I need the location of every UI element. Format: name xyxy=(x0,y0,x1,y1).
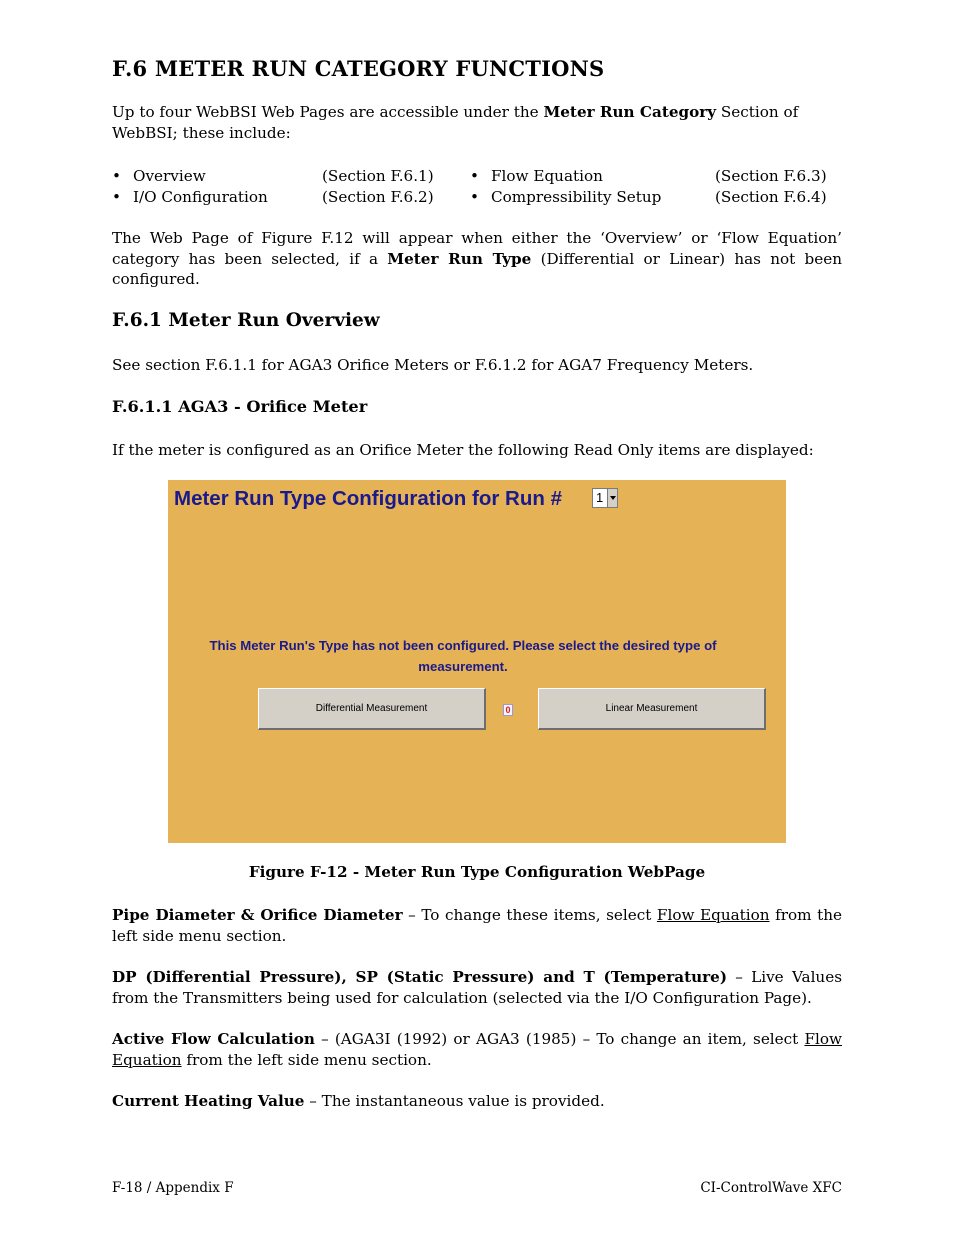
subsection-text: See section F.6.1.1 for AGA3 Orifice Meters or F.6.1.2 for AGA7 Frequency Meters. xyxy=(112,356,754,374)
item-text: – Live Values from the Transmitters being used for calculation (selected via the I/O Configuration Page). xyxy=(112,968,842,1007)
flow-equation-link[interactable]: Flow Equation xyxy=(656,906,770,924)
item-text: – To change these items, select xyxy=(402,906,657,924)
chevron-down-icon[interactable] xyxy=(607,489,617,507)
status-indicator: 0 xyxy=(503,704,513,716)
differential-measurement-button[interactable]: Differential Measurement xyxy=(258,688,486,730)
webpage-text: The Web Page of Figure F.12 will appear when either the ‘Overview’ or ‘Flow Equation’ category has been selected, if a xyxy=(112,229,842,268)
bullet-ref: (Section F.6.2) xyxy=(322,188,434,206)
bullet-ref: (Section F.6.1) xyxy=(322,167,434,185)
item-text: – The instantaneous value is provided. xyxy=(304,1092,605,1110)
message-line: measurement. xyxy=(418,659,508,674)
linear-measurement-button[interactable]: Linear Measurement xyxy=(538,688,766,730)
meter-run-config-screenshot xyxy=(168,480,786,843)
bullet-ref: (Section F.6.3) xyxy=(715,167,827,185)
run-number-value: 1 xyxy=(596,490,604,505)
bullet-ref: (Section F.6.4) xyxy=(715,188,827,206)
item-text: – (AGA3I (1992) or AGA3 (1985) – To change an item, select xyxy=(314,1030,805,1048)
section-title: F.6 METER RUN CATEGORY FUNCTIONS xyxy=(112,56,605,81)
webpage-bold: Meter Run Type xyxy=(387,249,532,268)
footer-left: F-18 / Appendix F xyxy=(112,1180,234,1196)
bullet-label: Compressibility Setup xyxy=(491,188,662,206)
not-configured-message xyxy=(168,635,758,677)
item-active-flow xyxy=(112,1029,842,1070)
figure-caption: Figure F-12 - Meter Run Type Configuration WebPage xyxy=(248,863,706,881)
webpage-text-end: (Differential or Linear) has not been configured. xyxy=(112,249,842,288)
bullet-label: I/O Configuration xyxy=(133,188,268,206)
intro-bold: Meter Run Category xyxy=(543,103,717,121)
subsection-title: F.6.1 Meter Run Overview xyxy=(112,310,380,331)
config-title: Meter Run Type Configuration for Run # xyxy=(174,487,562,510)
message-line: This Meter Run's Type has not been configured. Please select the desired type of xyxy=(209,638,717,653)
intro-paragraph xyxy=(112,102,842,143)
item-live-values xyxy=(112,967,842,1008)
item-text-end: from the left side menu section. xyxy=(181,1050,432,1069)
bullet-dot: • xyxy=(470,167,479,185)
item-heating-value xyxy=(112,1091,842,1112)
flow-equation-link[interactable]: Flow Equation xyxy=(112,1030,842,1069)
intro-text-end: Section of WebBSI; these include: xyxy=(112,103,799,142)
run-number-select[interactable] xyxy=(592,488,618,508)
subsubsection-text: If the meter is configured as an Orifice Meter the following Read Only items are displayed: xyxy=(112,441,814,459)
bullet-label: Overview xyxy=(133,167,206,185)
item-pipe-diameter xyxy=(112,905,842,946)
item-term: Current Heating Value xyxy=(112,1092,305,1110)
bullet-dot: • xyxy=(112,167,121,185)
bullet-label: Flow Equation xyxy=(491,167,603,185)
bullet-dot: • xyxy=(112,188,121,206)
subsubsection-title: F.6.1.1 AGA3 - Orifice Meter xyxy=(112,397,368,416)
item-term: Active Flow Calculation xyxy=(112,1030,315,1048)
item-text-end: from the left side menu section. xyxy=(112,906,842,945)
item-term: Pipe Diameter & Orifice Diameter xyxy=(112,906,403,924)
bullet-dot: • xyxy=(470,188,479,206)
intro-text: Up to four WebBSI Web Pages are accessible under the xyxy=(112,103,544,121)
webpage-paragraph xyxy=(112,228,842,290)
footer-right: CI-ControlWave XFC xyxy=(700,1180,842,1196)
item-term: DP (Differential Pressure), SP (Static Pressure) and T (Temperature) xyxy=(112,968,728,986)
